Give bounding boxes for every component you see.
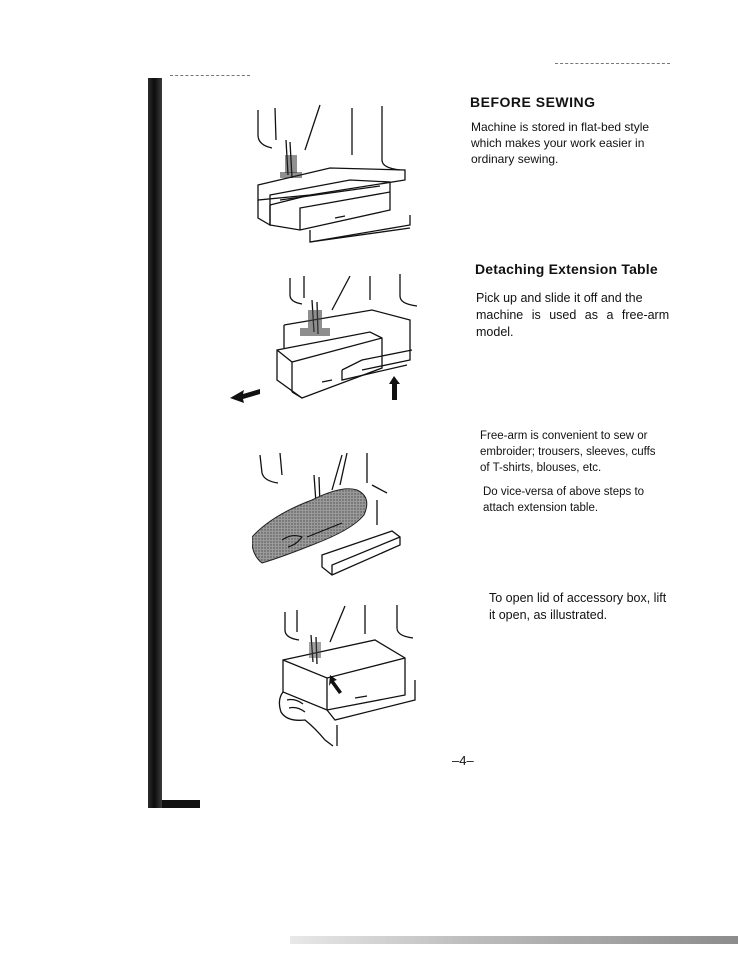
text-line: ordinary sewing.: [471, 152, 559, 166]
scan-dash-line: [170, 75, 250, 76]
text-line: of T-shirts, blouses, etc.: [480, 462, 602, 474]
text-line: model.: [476, 325, 514, 339]
binding-spine: [148, 78, 162, 808]
sewing-machine-free-arm-sleeve-illustration: [252, 445, 412, 580]
vice-versa-text: [483, 484, 713, 516]
text-line: To open lid of accessory box, lift: [489, 591, 667, 605]
scan-dash-line: [555, 63, 670, 64]
scan-bottom-strip: [290, 936, 738, 944]
text-line: Pick up and slide it off and the: [476, 291, 643, 305]
free-arm-text: [480, 428, 710, 476]
section-heading-before-sewing: BEFORE SEWING: [470, 94, 596, 110]
before-sewing-text: [471, 119, 701, 167]
text-line: Free-arm is convenient to sew or: [480, 430, 648, 442]
text-line: embroider; trousers, sleeves, cuffs: [480, 446, 656, 458]
accessory-box-text: [489, 590, 719, 624]
text-line: attach extension table.: [483, 502, 599, 514]
sewing-machine-flat-bed-illustration: [250, 100, 425, 250]
sewing-machine-accessory-box-illustration: [275, 600, 425, 750]
page-number: –4–: [452, 753, 474, 768]
text-line: which makes your work easier in: [471, 136, 645, 150]
section-heading-detaching-extension-table: Detaching Extension Table: [475, 261, 658, 277]
text-line: Machine is stored in flat-bed style: [471, 120, 650, 134]
text-line: machine is used as a free-arm: [476, 308, 670, 322]
text-line: it open, as illustrated.: [489, 608, 608, 622]
sewing-machine-detaching-table-illustration: [222, 270, 422, 410]
binding-spine-foot: [162, 800, 200, 808]
detaching-text: [476, 290, 706, 341]
text-line: Do vice-versa of above steps to: [483, 486, 645, 498]
